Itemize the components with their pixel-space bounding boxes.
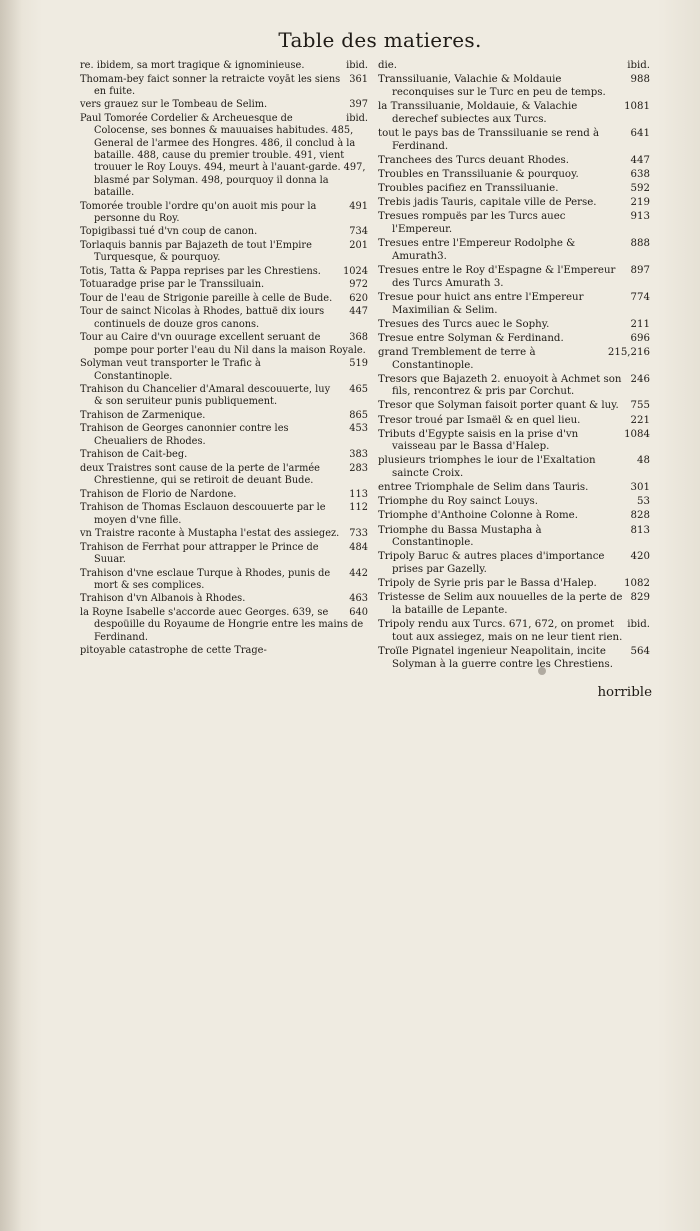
index-entry xyxy=(80,279,368,291)
entry-text: Tripoly de Syrie pris par le Bassa d'Halep. xyxy=(378,578,597,590)
page-reference: 519 xyxy=(349,358,368,370)
page-reference: 447 xyxy=(630,154,650,166)
page-reference: 53 xyxy=(637,496,650,508)
running-head: Table des matieres. xyxy=(278,28,482,52)
entry-text: Tresor que Solyman faisoit porter quant & luy. xyxy=(378,400,619,412)
index-entry xyxy=(80,226,368,238)
page-reference: 383 xyxy=(349,449,368,461)
index-entry xyxy=(378,400,650,413)
index-column-right xyxy=(378,60,650,673)
index-entry xyxy=(378,60,650,73)
entry-text: la Royne Isabelle s'accorde auec Georges. 639, se despoüille du Royaume de Hongrie entre les mains de Ferdinand. xyxy=(80,606,364,643)
index-entry xyxy=(80,332,368,357)
index-entry xyxy=(378,183,650,196)
entry-text: tout le pays bas de Transsiluanie se rend à Ferdinand. xyxy=(378,127,600,152)
index-entry xyxy=(378,374,650,400)
index-entry xyxy=(80,293,368,305)
page-reference: 734 xyxy=(349,226,368,238)
index-entry xyxy=(80,240,368,265)
index-entry xyxy=(378,347,650,373)
page-reference: 733 xyxy=(349,528,368,540)
entry-text: Tresues rompuës par les Turcs auec l'Empereur. xyxy=(378,210,566,235)
page-reference: 463 xyxy=(349,593,368,605)
index-entry xyxy=(378,482,650,495)
page-reference: 221 xyxy=(630,414,650,426)
index-entry xyxy=(378,128,650,154)
index-entry xyxy=(378,238,650,264)
index-entry xyxy=(378,319,650,332)
entry-text: Tresues entre l'Empereur Rodolphe & Amurath3. xyxy=(378,237,576,262)
entry-text: Tranchees des Turcs deuant Rhodes. xyxy=(378,154,569,166)
index-entry xyxy=(378,455,650,481)
entry-text: Triomphe du Bassa Mustapha à Constantinople. xyxy=(378,524,542,549)
entry-text: entree Triomphale de Selim dans Tauris. xyxy=(378,482,589,494)
entry-text: Tour de sainct Nicolas à Rhodes, battuë dix iours continuels de douze gros canons. xyxy=(80,306,325,330)
index-entry xyxy=(378,197,650,210)
index-entry xyxy=(80,463,368,488)
page-reference: 696 xyxy=(630,332,650,344)
page-reference: 283 xyxy=(349,462,368,474)
index-entry xyxy=(378,101,650,127)
index-entry xyxy=(80,60,368,72)
entry-text: vn Traistre raconte à Mustapha l'estat des assiegez. xyxy=(80,528,340,540)
page-reference: 897 xyxy=(630,264,650,276)
entry-text: Trebis jadis Tauris, capitale ville de Perse. xyxy=(378,196,597,208)
entry-text: Trahison de Georges canonnier contre les Cheualiers de Rhodes. xyxy=(80,423,289,447)
page-reference: 112 xyxy=(349,502,368,514)
index-entry xyxy=(80,266,368,278)
entry-text: Tresues entre le Roy d'Espagne & l'Empereur des Turcs Amurath 3. xyxy=(378,264,616,289)
index-entry xyxy=(80,593,368,605)
entry-text: pitoyable catastrophe de cette Trage- xyxy=(80,645,267,657)
index-entry xyxy=(80,410,368,422)
page-reference: 211 xyxy=(630,318,650,330)
ink-smudge xyxy=(538,667,546,675)
page-reference: 246 xyxy=(630,373,650,385)
entry-text: Tresor troué par Ismaël & en quel lieu. xyxy=(378,414,581,426)
entry-text: Triomphe d'Anthoine Colonne à Rome. xyxy=(378,510,578,522)
index-entry xyxy=(378,333,650,346)
page-reference: 447 xyxy=(349,306,368,318)
entry-text: Tripoly rendu aux Turcs. 671, 672, on promet tout aux assiegez, mais on ne leur tient rien. xyxy=(378,619,623,644)
entry-text: Tour de l'eau de Strigonie pareille à celle de Bude. xyxy=(80,292,333,304)
page-reference: 484 xyxy=(349,541,368,553)
entry-text: Trahison de Cait-beg. xyxy=(80,449,188,461)
page-reference: 774 xyxy=(630,291,650,303)
page-reference: 829 xyxy=(630,592,650,604)
page-reference: 420 xyxy=(630,551,650,563)
entry-text: Tomorée trouble l'ordre qu'on auoit mis pour la personne du Roy. xyxy=(80,200,317,224)
index-entry xyxy=(378,578,650,591)
entry-text: Tresue entre Solyman & Ferdinand. xyxy=(378,332,564,344)
page-reference: 368 xyxy=(349,332,368,344)
entry-text: vers grauez sur le Tombeau de Selim. xyxy=(80,99,268,111)
index-entry xyxy=(80,99,368,111)
entry-text: Tour au Caire d'vn ouurage excellent seruant de pompe pour porter l'eau du Nil dans la maison Royale. xyxy=(80,332,366,356)
page-reference: 620 xyxy=(349,292,368,304)
entry-text: Tripoly Baruc & autres places d'importance prises par Gazelly. xyxy=(378,551,605,576)
page-reference: ibid. xyxy=(627,60,650,71)
entry-text: Trahison de Florio de Nardone. xyxy=(80,488,237,500)
index-entry xyxy=(378,292,650,318)
page-reference: 1081 xyxy=(624,100,650,112)
page-reference: 972 xyxy=(349,279,368,291)
entry-text: Troubles pacifiez en Transsiluanie. xyxy=(378,182,559,194)
index-entry xyxy=(80,568,368,593)
index-entry xyxy=(80,201,368,226)
entry-text: Trahison de Zarmenique. xyxy=(80,409,206,421)
index-entry xyxy=(378,592,650,618)
index-entry xyxy=(80,74,368,99)
entry-text: Paul Tomorée Cordelier & Archeuesque de Colocense, ses bonnes & mauuaises habitudes. 485, General de l'armee des Hongres. 486, il conclud à la bataille. 488, cause du premier trouble. 491, vient trouuer le Roy Louys. 494, meurt à l'auant-garde. 497, blasmé par Solyman. 498, pourquoy il donna la bataille. xyxy=(80,112,366,198)
entry-text: Troubles en Transsiluanie & pourquoy. xyxy=(378,168,579,180)
page-reference: ibid. xyxy=(346,60,368,71)
page-reference: 828 xyxy=(630,510,650,522)
index-entry xyxy=(80,113,368,199)
page-reference: 813 xyxy=(630,524,650,536)
page-reference: 1082 xyxy=(624,578,650,590)
index-entry xyxy=(378,429,650,455)
index-entry xyxy=(378,525,650,551)
entry-text: Trahison d'vne esclaue Turque à Rhodes, punis de mort & ses complices. xyxy=(80,567,331,591)
page-reference: 48 xyxy=(637,455,650,467)
page-reference: 564 xyxy=(630,646,650,658)
entry-text: die. xyxy=(378,60,398,71)
page-reference: 1024 xyxy=(343,265,368,277)
index-entry xyxy=(378,619,650,645)
page-reference: ibid. xyxy=(346,112,368,124)
page-reference: 592 xyxy=(630,182,650,194)
index-entry xyxy=(80,542,368,567)
page-reference: 113 xyxy=(349,488,368,500)
page-reference: 201 xyxy=(349,239,368,251)
page-reference: ibid. xyxy=(627,619,650,631)
entry-text: Transsiluanie, Valachie & Moldauie reconquises sur le Turc en peu de temps. xyxy=(378,74,606,98)
index-entry xyxy=(80,645,368,657)
page-reference: 465 xyxy=(349,384,368,396)
entry-text: Triomphe du Roy sainct Louys. xyxy=(378,496,539,508)
entry-text: grand Tremblement de terre à Constantinople. xyxy=(378,346,536,371)
entry-text: Tresue pour huict ans entre l'Empereur Maximilian & Selim. xyxy=(378,291,584,316)
entry-text: Solyman veut transporter le Trafic à Constantinople. xyxy=(80,358,261,382)
index-entry xyxy=(80,607,368,644)
index-entry xyxy=(80,502,368,527)
page-reference: 641 xyxy=(630,127,650,139)
index-entry xyxy=(378,415,650,428)
entry-text: re. ibidem, sa mort tragique & ignominieuse. xyxy=(80,60,305,71)
page-reference: 442 xyxy=(349,567,368,579)
entry-text: Trahison de Ferrhat pour attrapper le Prince de Suuar. xyxy=(80,541,319,565)
entry-text: plusieurs triomphes le iour de l'Exaltation saincte Croix. xyxy=(378,455,596,480)
entry-text: Thomam-bey faict sonner la retraicte voyāt les siens en fuite. xyxy=(80,73,341,97)
entry-text: Trahison de Thomas Esclauon descouuerte par le moyen d'vne fille. xyxy=(80,502,326,526)
entry-text: Tristesse de Selim aux nouuelles de la perte de la bataille de Lepante. xyxy=(378,592,623,617)
page-reference: 215,216 xyxy=(607,346,650,358)
page-reference: 865 xyxy=(349,409,368,421)
gutter-shadow xyxy=(0,0,22,1231)
index-entry xyxy=(378,211,650,237)
index-entry xyxy=(378,74,650,100)
page-reference: 988 xyxy=(630,74,650,86)
entry-text: Tresues des Turcs auec le Sophy. xyxy=(378,318,550,330)
page-reference: 638 xyxy=(630,168,650,180)
entry-text: Trahison du Chancelier d'Amaral descouuerte, luy & son seruiteur punis publiquement. xyxy=(80,384,331,408)
index-entry xyxy=(378,646,650,672)
index-entry xyxy=(80,423,368,448)
page-reference: 361 xyxy=(349,73,368,85)
entry-text: Totis, Tatta & Pappa reprises par les Chrestiens. xyxy=(80,265,321,277)
entry-text: Topigibassi tué d'vn coup de canon. xyxy=(80,226,258,238)
index-entry xyxy=(80,449,368,461)
page-reference: 1084 xyxy=(624,428,650,440)
entry-text: Trahison d'vn Albanois à Rhodes. xyxy=(80,593,246,605)
index-entry xyxy=(378,496,650,509)
page-reference: 301 xyxy=(630,482,650,494)
index-entry xyxy=(80,489,368,501)
index-column-left xyxy=(80,60,368,659)
index-entry xyxy=(80,306,368,331)
index-entry xyxy=(80,384,368,409)
entry-text: Totuaradge prise par le Transsiluain. xyxy=(80,279,265,291)
catchword: horrible xyxy=(597,685,652,700)
index-entry xyxy=(378,510,650,523)
page-reference: 219 xyxy=(630,196,650,208)
page-reference: 640 xyxy=(349,606,368,618)
page-reference: 888 xyxy=(630,237,650,249)
entry-text: Torlaquis bannis par Bajazeth de tout l'Empire Turquesque, & pourquoy. xyxy=(80,239,312,264)
entry-text: la Transsiluanie, Moldauie, & Valachie derechef subiectes aux Turcs. xyxy=(378,100,578,125)
index-entry xyxy=(80,528,368,540)
index-entry xyxy=(378,551,650,577)
page-reference: 453 xyxy=(349,423,368,435)
index-entry xyxy=(378,265,650,291)
page-reference: 491 xyxy=(349,200,368,212)
index-entry xyxy=(80,358,368,383)
index-entry xyxy=(378,155,650,168)
page-reference: 397 xyxy=(349,99,368,111)
entry-text: deux Traistres sont cause de la perte de l'armée Chrestienne, qui se retiroit de deuant Bude. xyxy=(80,462,320,487)
page-reference: 755 xyxy=(630,400,650,412)
index-entry xyxy=(378,169,650,182)
entry-text: Tributs d'Egypte saisis en la prise d'vn vaisseau par le Bassa d'Halep. xyxy=(378,428,579,453)
entry-text: Troïle Pignatel ingenieur Neapolitain, incite Solyman à la guerre contre les Chrestiens. xyxy=(378,646,613,671)
entry-text: Tresors que Bajazeth 2. enuoyoit à Achmet son fils, rencontrez & pris par Corchut. xyxy=(378,373,622,398)
page-reference: 913 xyxy=(630,210,650,222)
